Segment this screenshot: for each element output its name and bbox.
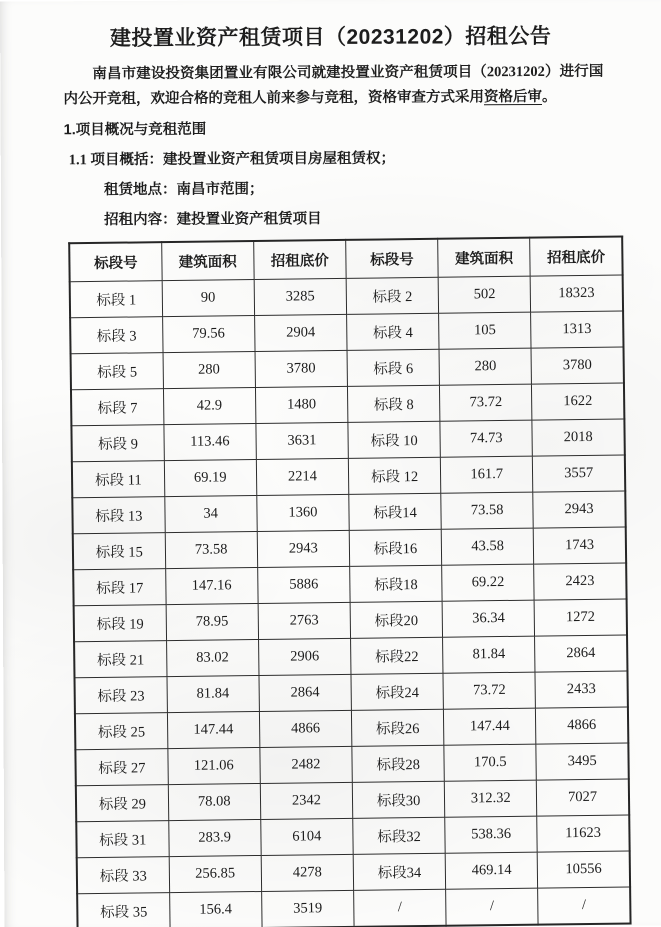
lot-number-cell: 标段 3 (70, 317, 163, 354)
base-price-cell: 7027 (537, 779, 630, 816)
project-overview-value: 建投置业资产租赁项目房屋租赁权； (162, 150, 396, 168)
base-price-cell: / (538, 887, 631, 925)
lot-number-cell: 标段 2 (346, 277, 439, 314)
lot-number-cell: 标段 23 (75, 677, 168, 714)
lot-number-cell: 标段 6 (347, 349, 440, 386)
lot-number-cell: 标段 7 (71, 389, 164, 426)
base-price-cell: 1313 (531, 311, 624, 348)
building-area-cell: 113.46 (164, 424, 257, 461)
base-price-cell: 3557 (533, 455, 626, 492)
section-1-heading: 1.项目概况与竞租范围 (63, 121, 207, 139)
project-overview-label: 1.1 项目概括： (68, 151, 164, 169)
base-price-cell: 2864 (535, 635, 628, 672)
building-area-cell: 280 (439, 348, 532, 385)
base-price-cell: 3495 (536, 743, 629, 780)
lease-content-value: 建投置业资产租赁项目 (176, 211, 322, 228)
base-price-cell: 18323 (530, 275, 623, 312)
base-price-cell: 3519 (261, 890, 354, 927)
lot-number-cell: 标段18 (350, 565, 443, 602)
base-price-cell: 2906 (258, 638, 351, 675)
building-area-cell: 170.5 (444, 744, 537, 781)
base-price-cell: 2482 (260, 746, 353, 783)
base-price-cell: 3285 (254, 278, 347, 315)
base-price-cell: 2433 (535, 671, 628, 708)
building-area-cell: 256.85 (169, 855, 262, 892)
lot-number-cell: 标段24 (351, 673, 444, 710)
building-area-cell: 156.4 (169, 891, 262, 927)
column-header: 建筑面积 (438, 238, 531, 278)
base-price-cell: 2904 (254, 314, 347, 351)
item-project-overview (69, 149, 661, 169)
building-area-cell: / (446, 888, 539, 926)
building-area-cell: 147.16 (165, 567, 258, 604)
building-area-cell: 90 (162, 280, 255, 317)
lot-number-cell: 标段 9 (71, 425, 164, 462)
lot-number-cell: 标段 15 (73, 533, 166, 570)
base-price-cell: 2423 (534, 563, 627, 600)
intro-period: 。 (541, 88, 557, 105)
building-area-cell: 73.58 (441, 492, 534, 529)
lot-number-cell: 标段32 (353, 817, 446, 854)
building-area-cell: 83.02 (166, 639, 259, 676)
document-title: 建投置业资产租赁项目（20231202）招租公告 (109, 24, 552, 51)
base-price-cell: 2943 (533, 491, 626, 528)
intro-text: 南昌市建设投资集团置业有限公司就建投置业资产租赁项目（20231202）进行国内公开竞租，欢迎合格的竞租人前来参与竞租，资格审查方式采用 (63, 63, 604, 108)
lot-number-cell: 标段 33 (77, 857, 170, 894)
building-area-cell: 147.44 (167, 711, 260, 748)
lot-number-cell: / (354, 889, 447, 927)
base-price-cell: 2214 (256, 458, 349, 495)
lot-number-cell: 标段34 (353, 853, 446, 890)
lots-table-body (70, 275, 631, 927)
item-lease-content (104, 209, 661, 229)
lot-number-cell: 标段 1 (70, 281, 163, 318)
building-area-cell: 312.32 (444, 780, 537, 817)
building-area-cell: 469.14 (445, 852, 538, 889)
lot-number-cell: 标段 21 (74, 641, 167, 678)
column-header: 标段号 (346, 239, 439, 279)
lot-number-cell: 标段 11 (72, 461, 165, 498)
building-area-cell: 69.19 (164, 460, 257, 497)
base-price-cell: 1272 (534, 599, 627, 636)
item-lease-location (104, 179, 661, 199)
building-area-cell: 147.44 (444, 708, 537, 745)
lot-number-cell: 标段 17 (73, 569, 166, 606)
column-header: 招租底价 (530, 237, 623, 277)
table-header-row (69, 237, 622, 282)
column-header: 建筑面积 (161, 241, 254, 281)
building-area-cell: 105 (439, 312, 532, 349)
building-area-cell: 73.72 (440, 384, 533, 421)
base-price-cell: 3780 (255, 350, 348, 387)
base-price-cell: 6104 (261, 818, 354, 855)
base-price-cell: 2943 (257, 530, 350, 567)
base-price-cell: 2018 (532, 419, 625, 456)
base-price-cell: 5886 (257, 566, 350, 603)
base-price-cell: 1743 (533, 527, 626, 564)
lot-number-cell: 标段 35 (77, 893, 170, 927)
building-area-cell: 73.58 (165, 531, 258, 568)
lease-location-value: 南昌市范围； (176, 181, 264, 198)
building-area-cell: 283.9 (168, 819, 261, 856)
lot-number-cell: 标段28 (352, 745, 445, 782)
lot-number-cell: 标段 8 (347, 385, 440, 422)
lot-number-cell: 标段14 (349, 493, 442, 530)
base-price-cell: 4866 (259, 710, 352, 747)
building-area-cell: 78.95 (166, 603, 259, 640)
building-area-cell: 81.84 (167, 675, 260, 712)
building-area-cell: 73.72 (443, 672, 536, 709)
lot-number-cell: 标段 25 (75, 713, 168, 750)
lot-number-cell: 标段 27 (75, 749, 168, 786)
building-area-cell: 42.9 (163, 388, 256, 425)
base-price-cell: 2763 (258, 602, 351, 639)
base-price-cell: 2864 (259, 674, 352, 711)
lot-number-cell: 标段 29 (76, 785, 169, 822)
base-price-cell: 10556 (537, 851, 630, 888)
building-area-cell: 36.34 (442, 600, 535, 637)
lot-number-cell: 标段 10 (348, 421, 441, 458)
lot-number-cell: 标段 13 (72, 497, 165, 534)
lease-content-label: 招租内容： (104, 211, 177, 229)
lot-number-cell: 标段 4 (347, 313, 440, 350)
lots-table-container (68, 235, 661, 927)
lot-number-cell: 标段30 (352, 781, 445, 818)
building-area-cell: 74.73 (440, 420, 533, 457)
building-area-cell: 161.7 (440, 456, 533, 493)
base-price-cell: 11623 (537, 815, 630, 852)
intro-paragraph (63, 60, 603, 113)
building-area-cell: 502 (438, 276, 531, 313)
lots-table (68, 236, 631, 927)
column-header: 标段号 (69, 242, 162, 282)
lot-number-cell: 标段 12 (348, 457, 441, 494)
table-row (77, 887, 630, 927)
lot-number-cell: 标段 19 (74, 605, 167, 642)
base-price-cell: 1360 (257, 494, 350, 531)
building-area-cell: 78.08 (168, 783, 261, 820)
lot-number-cell: 标段22 (351, 637, 444, 674)
building-area-cell: 81.84 (443, 636, 536, 673)
building-area-cell: 538.36 (445, 816, 538, 853)
lot-number-cell: 标段20 (350, 601, 443, 638)
building-area-cell: 280 (163, 352, 256, 389)
base-price-cell: 1622 (532, 383, 625, 420)
base-price-cell: 3631 (256, 422, 349, 459)
lot-number-cell: 标段16 (349, 529, 442, 566)
building-area-cell: 121.06 (168, 747, 261, 784)
base-price-cell: 3780 (531, 347, 624, 384)
building-area-cell: 43.58 (441, 528, 534, 565)
lot-number-cell: 标段 5 (71, 353, 164, 390)
base-price-cell: 4866 (536, 707, 629, 744)
column-header: 招租底价 (253, 240, 346, 280)
base-price-cell: 1480 (255, 386, 348, 423)
lot-number-cell: 标段26 (351, 709, 444, 746)
base-price-cell: 4278 (261, 854, 354, 891)
building-area-cell: 69.22 (442, 564, 535, 601)
lease-location-label: 租赁地点： (103, 181, 177, 199)
building-area-cell: 79.56 (162, 316, 255, 353)
lot-number-cell: 标段 31 (76, 821, 169, 858)
building-area-cell: 34 (164, 496, 257, 533)
base-price-cell: 2342 (260, 782, 353, 819)
intro-underlined-term: 资格后审 (483, 88, 543, 106)
